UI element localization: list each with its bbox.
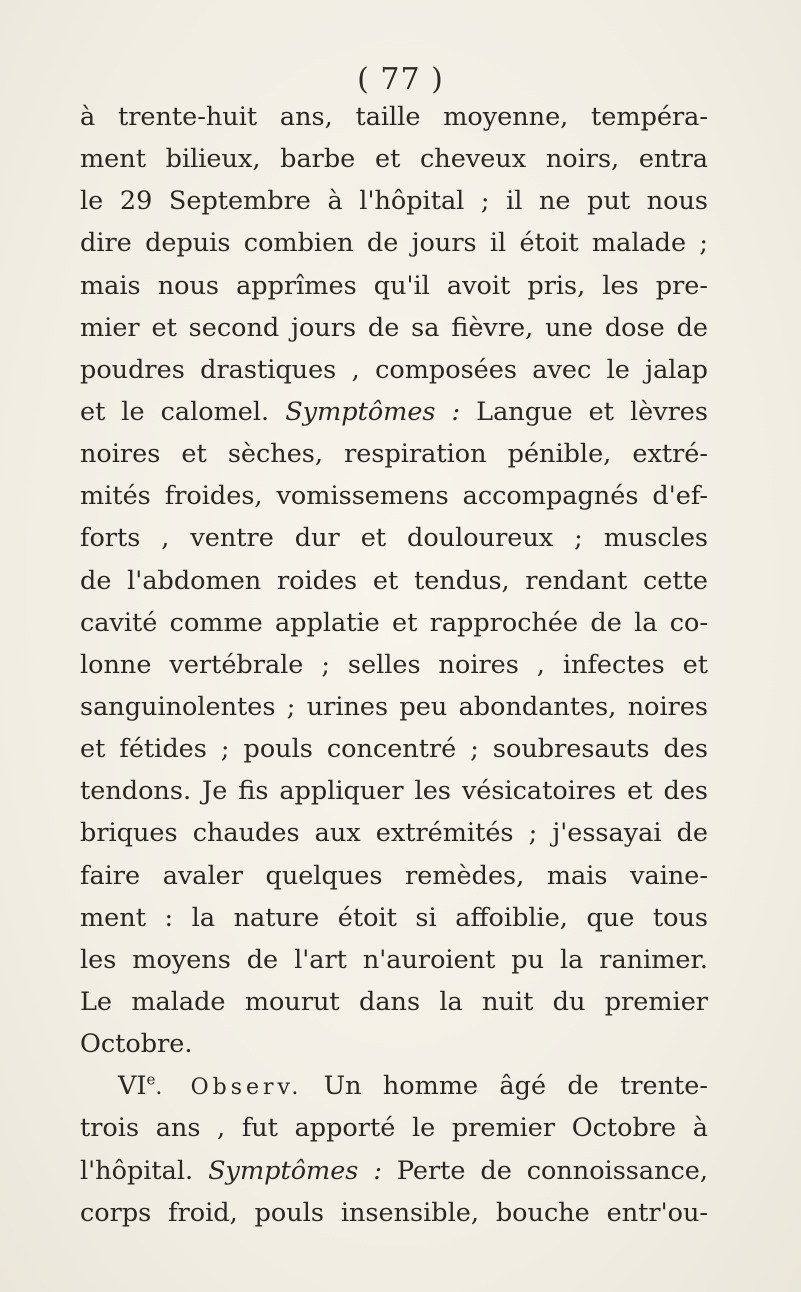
text-line: ment : la nature étoit si affoiblie, que tous [80,902,708,933]
text-line: tendons. Je fis appliquer les vésicatoires et des [80,776,708,807]
text-line: forts , ventre dur et douloureux ; muscles [80,523,708,554]
text-line: et le calomel. Symptômes : Langue et lèvres [80,396,708,427]
text-line: trois ans , fut apporté le premier Octobre à [80,1113,708,1144]
text-line: dire depuis combien de jours il étoit malade ; [80,228,708,259]
text-line: lonne vertébrale ; selles noires , infectes et [80,649,708,680]
text-line: Octobre. [80,1029,193,1060]
text-line: le 29 Septembre à l'hôpital ; il ne put nous [80,186,708,217]
text-line: Le malade mourut dans la nuit du premier [80,986,708,1017]
text-line: corps froid, pouls insensible, bouche entr'ou- [80,1197,708,1228]
text-line: et fétides ; pouls concentré ; soubresauts des [80,734,708,765]
text-line: cavité comme applatie et rapprochée de la co- [80,607,708,638]
text-line: poudres drastiques , composées avec le jalap [80,354,708,385]
observation-heading-line: VIe. Observ. Un homme âgé de trente- [118,1070,708,1102]
text-line: noires et sèches, respiration pénible, extré- [80,439,708,470]
text-line: mier et second jours de sa fièvre, une dose de [80,312,708,343]
text-line: à trente-huit ans, taille moyenne, tempéra- [80,102,708,132]
text-line: ment bilieux, barbe et cheveux noirs, entra [80,144,708,175]
text-line: les moyens de l'art n'auroient pu la ranimer. [80,944,708,975]
text-line: briques chaudes aux extrémités ; j'essayai de [80,818,708,849]
text-line: de l'abdomen roides et tendus, rendant cette [80,565,708,596]
body-text [80,96,708,1234]
italic-heading: Symptômes : [208,1155,382,1186]
text-line: l'hôpital. Symptômes : Perte de connoissance, [80,1155,708,1186]
text-line: sanguinolentes ; urines peu abondantes, noires [80,691,708,722]
small-caps-label: . Observ. [155,1075,303,1101]
text-line: mités froides, vomissemens accompagnés d'ef- [80,481,708,512]
italic-heading: Symptômes : [285,396,461,427]
text-line: mais nous apprîmes qu'il avoit pris, les pre- [80,270,708,301]
text-line: faire avaler quelques remèdes, mais vaine- [80,860,708,891]
page-number: ( 77 ) [357,62,444,97]
